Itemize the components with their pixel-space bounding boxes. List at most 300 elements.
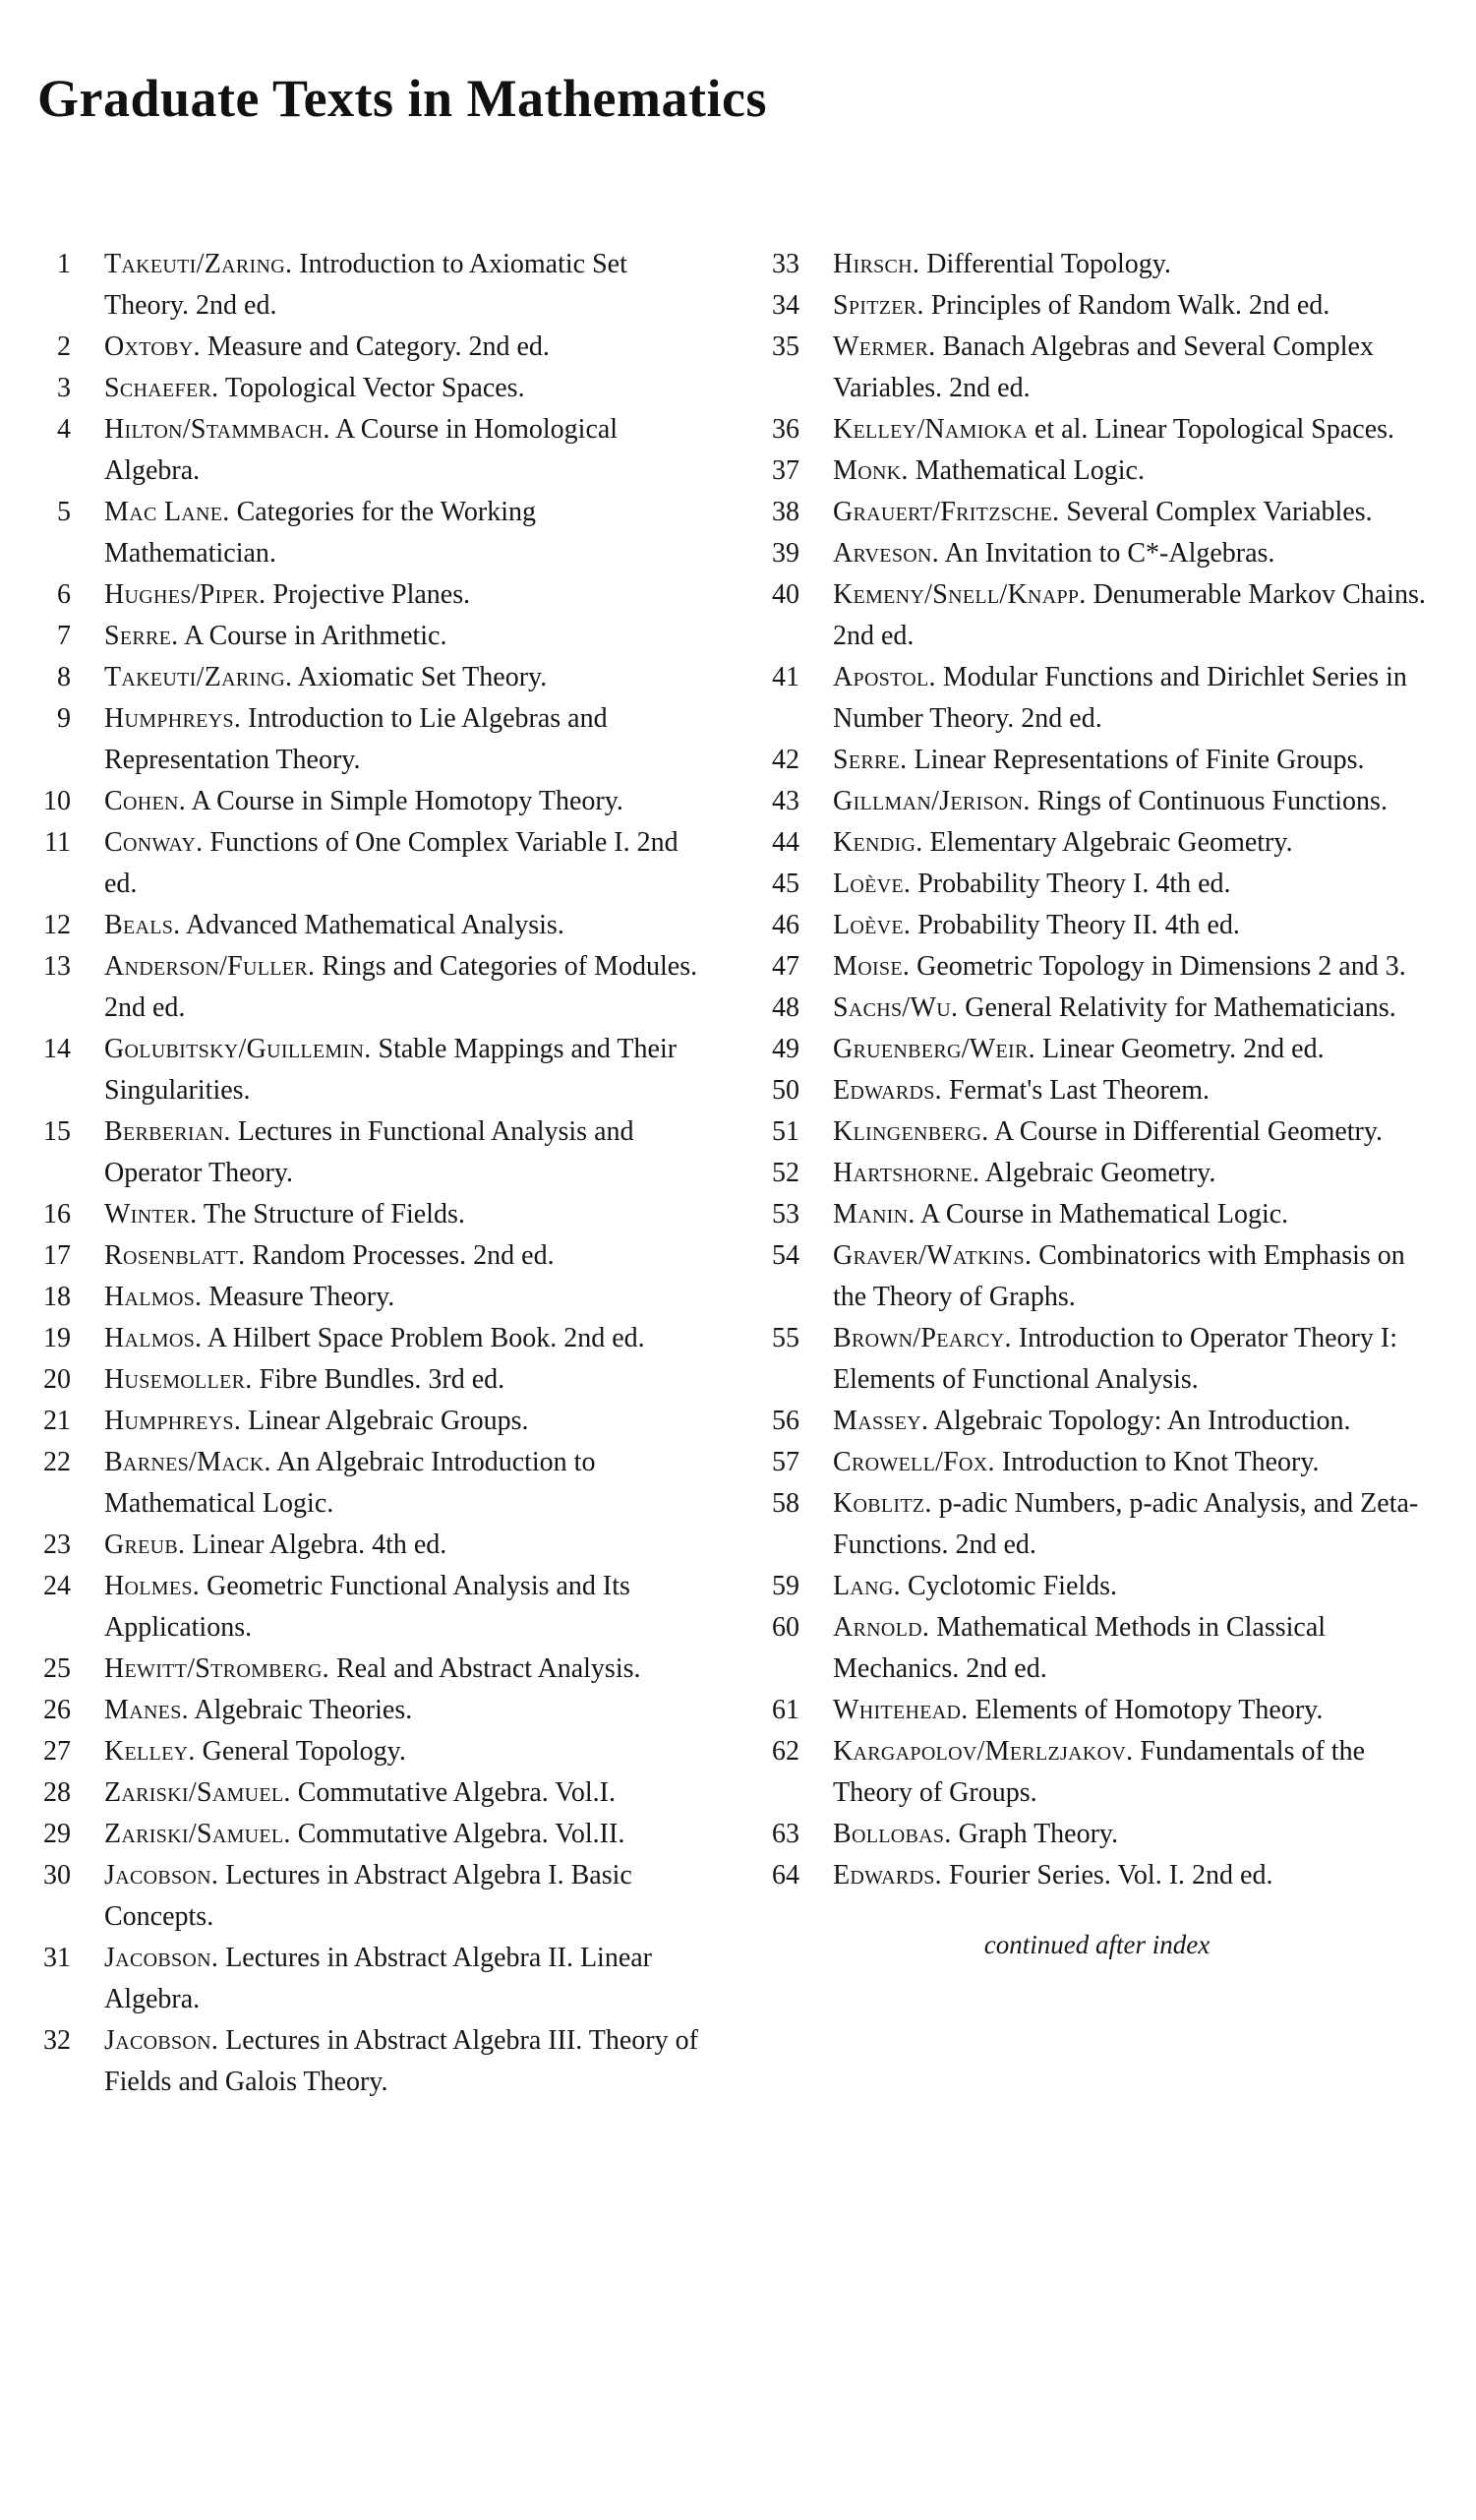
list-item [756,1483,1438,1566]
list-item [756,1442,1438,1483]
entry-text [104,409,709,492]
entry-author: Husemoller. [104,1364,253,1395]
entry-author: Rosenblatt. [104,1240,246,1271]
entry-number: 20 [43,1364,71,1395]
list-item [756,1566,1438,1607]
entry-title: Differential Topology. [919,249,1171,279]
entry-title: Axiomatic Set Theory. [292,662,548,692]
entry-text [833,1731,1438,1814]
list-item [28,1277,709,1318]
entry-text [104,822,709,905]
entry-title: Algebraic Theories. [188,1695,413,1725]
entry-list-left [28,244,709,2103]
list-item [756,1029,1438,1070]
entry-title: Fourier Series. Vol. I. 2nd ed. [941,1860,1273,1890]
list-item [756,285,1438,327]
entry-text [833,822,1438,864]
entry-text [104,1938,709,2020]
entry-text [104,1772,709,1814]
entry-text [104,1855,709,1938]
entry-text [833,1153,1438,1194]
entry-author: Jacobson. [104,1860,219,1890]
list-item [756,781,1438,822]
entry-title: Linear Algebraic Groups. [241,1406,529,1436]
entry-author: Arveson. [833,538,940,569]
entry-number: 30 [43,1860,71,1890]
entry-author: Takeuti/Zaring. [104,249,293,279]
entry-text [833,1070,1438,1111]
entry-title: Random Processes. 2nd ed. [245,1240,555,1271]
page-title: Graduate Texts in Mathematics [37,69,767,128]
entry-author: Mac Lane. [104,497,230,527]
entry-text [833,1111,1438,1153]
entry-text [833,1690,1438,1731]
list-item [756,1855,1438,1896]
entry-author: Hughes/Piper. [104,579,266,610]
entry-text [104,905,709,946]
entry-text [104,1814,709,1855]
entry-number: 60 [772,1612,799,1643]
entry-number: 23 [43,1530,71,1560]
entry-text [833,1483,1438,1566]
list-item [756,657,1438,740]
entry-number: 17 [43,1240,71,1271]
entry-text [104,1359,709,1401]
continued-note: continued after index [983,1930,1210,1959]
entry-number: 37 [772,455,799,486]
list-item [28,244,709,327]
entry-number: 57 [772,1447,799,1477]
entry-text [833,409,1438,450]
entry-title: General Relativity for Mathematicians. [958,992,1396,1023]
entry-text [833,1235,1438,1318]
list-item [28,1442,709,1525]
entry-author: Hilton/Stammbach. [104,414,330,445]
entry-number: 12 [43,910,71,940]
entry-title: Measure Theory. [202,1282,395,1312]
entry-title: Fermat's Last Theorem. [941,1075,1210,1106]
entry-title: A Hilbert Space Problem Book. 2nd ed. [202,1323,645,1353]
entry-author: Graver/Watkins. [833,1240,1033,1271]
entry-number: 6 [57,579,71,610]
entry-number: 11 [44,827,71,858]
entry-author: Moise. [833,951,911,982]
entry-title: Commutative Algebra. Vol.I. [290,1777,617,1808]
entry-author: Greub. [104,1530,186,1560]
entry-number: 16 [43,1199,71,1230]
entry-number: 33 [772,249,799,279]
entry-number: 1 [57,249,71,279]
entry-text [104,946,709,1029]
entry-title: A Course in Homological Algebra. [104,414,619,486]
entry-author: Koblitz. [833,1488,932,1519]
entry-author: Loève. [833,910,912,940]
list-item [28,657,709,698]
list-item [756,1194,1438,1235]
entry-text [833,781,1438,822]
entry-title: The Structure of Fields. [197,1199,465,1230]
entry-author: Serre. [833,745,908,775]
entry-number: 40 [772,579,799,610]
entry-text [104,244,709,327]
entry-number: 43 [772,786,799,816]
entry-title: Advanced Mathematical Analysis. [180,910,564,940]
entry-title: Lectures in Functional Analysis and Operator Theory. [104,1116,634,1188]
list-item [28,616,709,657]
list-item [28,574,709,616]
entry-author: Edwards. [833,1075,942,1106]
list-item [28,409,709,492]
entry-author: Klingenberg. [833,1116,989,1147]
list-item [28,1814,709,1855]
entry-text [104,657,709,698]
entry-author: Halmos. [104,1282,203,1312]
entry-author: Golubitsky/Guillemin. [104,1034,372,1064]
entry-number: 22 [43,1447,71,1477]
entry-number: 27 [43,1736,71,1767]
entry-author: Wermer. [833,331,936,362]
entry-number: 51 [772,1116,799,1147]
entry-title: Linear Algebra. 4th ed. [185,1530,447,1560]
list-item [756,1235,1438,1318]
entry-number: 62 [772,1736,799,1767]
entry-number: 21 [43,1406,71,1436]
list-item [756,1070,1438,1111]
entry-author: Oxtoby. [104,331,201,362]
entry-text [104,1690,709,1731]
list-item [28,1855,709,1938]
entry-author: Zariski/Samuel. [104,1777,291,1808]
entry-title: A Course in Differential Geometry. [988,1116,1384,1147]
entry-author: Grauert/Fritzsche. [833,497,1060,527]
entry-number: 13 [43,951,71,982]
entry-title: Projective Planes. [266,579,471,610]
list-item [756,1731,1438,1814]
entry-number: 52 [772,1158,799,1188]
list-item [756,1814,1438,1855]
list-item [756,905,1438,946]
entry-text [104,492,709,574]
entry-text [833,450,1438,492]
list-item [28,781,709,822]
list-item [756,450,1438,492]
entry-author: Beals. [104,910,181,940]
entry-text [104,1277,709,1318]
entry-number: 42 [772,745,799,775]
entry-author: Gillman/Jerison. [833,786,1031,816]
entry-number: 4 [57,414,71,445]
entry-title: Banach Algebras and Several Complex Variables. 2nd ed. [833,331,1374,403]
list-item [28,492,709,574]
entry-title: Graph Theory. [951,1819,1119,1849]
list-item [28,1194,709,1235]
entry-number: 50 [772,1075,799,1106]
list-item [756,1401,1438,1442]
entry-author: Humphreys. [104,703,242,734]
entry-number: 46 [772,910,799,940]
entry-number: 8 [57,662,71,692]
entry-number: 59 [772,1571,799,1601]
list-item [28,1525,709,1566]
entry-text [833,492,1438,533]
entry-text [833,1401,1438,1442]
entry-title: p-adic Numbers, p-adic Analysis, and Zeta-Functions. 2nd ed. [833,1488,1419,1560]
entry-number: 44 [772,827,799,858]
entry-author: Halmos. [104,1323,203,1353]
entry-title: Algebraic Geometry. [979,1158,1216,1188]
list-item [28,905,709,946]
entry-title: Fundamentals of the Theory of Groups. [833,1736,1366,1808]
entry-author: Manin. [833,1199,915,1230]
entry-title: Elements of Homotopy Theory. [968,1695,1324,1725]
list-item [756,1111,1438,1153]
entry-text [104,2020,709,2103]
entry-author: Kendig. [833,827,923,858]
entry-title: Introduction to Knot Theory. [994,1447,1320,1477]
entry-text [833,905,1438,946]
entry-text [833,1318,1438,1401]
entry-title: A Course in Mathematical Logic. [915,1199,1289,1230]
entry-number: 34 [772,290,799,321]
entry-title: General Topology. [195,1736,406,1767]
list-item [28,1690,709,1731]
list-item [28,822,709,905]
entry-author: Crowell/Fox. [833,1447,995,1477]
entry-author: Hartshorne. [833,1158,980,1188]
entry-number: 10 [43,786,71,816]
entry-number: 9 [57,703,71,734]
book-list [28,244,1446,2103]
entry-number: 56 [772,1406,799,1436]
entry-author: Loève. [833,869,912,899]
entry-text [104,616,709,657]
entry-author: Monk. [833,455,909,486]
entry-title: Geometric Functional Analysis and Its Applications. [104,1571,630,1643]
entry-title: Linear Geometry. 2nd ed. [1034,1034,1325,1064]
entry-author: Serre. [104,621,179,651]
entry-number: 47 [772,951,799,982]
entry-number: 18 [43,1282,71,1312]
entry-title: Linear Representations of Finite Groups. [907,745,1365,775]
entry-number: 61 [772,1695,799,1725]
entry-title: Algebraic Topology: An Introduction. [928,1406,1351,1436]
list-item [756,1318,1438,1401]
entry-text [833,1855,1438,1896]
entry-title: Probability Theory I. 4th ed. [911,869,1231,899]
entry-number: 54 [772,1240,799,1271]
entry-text [104,1649,709,1690]
entry-number: 24 [43,1571,71,1601]
entry-text [833,1029,1438,1070]
entry-number: 55 [772,1323,799,1353]
entry-number: 38 [772,497,799,527]
entry-text [104,1111,709,1194]
entry-title: Topological Vector Spaces. [218,373,525,403]
entry-text [833,533,1438,574]
entry-title: Combinatorics with Emphasis on the Theory of Graphs. [833,1240,1405,1312]
entry-title: Several Complex Variables. [1059,497,1373,527]
entry-text [104,1194,709,1235]
list-item [756,409,1438,450]
entry-number: 29 [43,1819,71,1849]
entry-author: Schaefer. [104,373,219,403]
entry-text [833,740,1438,781]
entry-text [833,244,1438,285]
entry-number: 15 [43,1116,71,1147]
list-item [756,327,1438,409]
entry-number: 36 [772,414,799,445]
entry-title: Lectures in Abstract Algebra III. Theory of Fields and Galois Theory. [104,2025,698,2097]
list-item [28,698,709,781]
entry-number: 28 [43,1777,71,1808]
entry-title: Rings of Continuous Functions. [1030,786,1387,816]
entry-number: 5 [57,497,71,527]
entry-list-right [756,244,1438,1896]
entry-author: Bollobas. [833,1819,952,1849]
list-item [28,368,709,409]
entry-number: 2 [57,331,71,362]
entry-number: 32 [43,2025,71,2056]
entry-text [833,988,1438,1029]
list-item [28,2020,709,2103]
list-item [756,492,1438,533]
list-item [28,1359,709,1401]
entry-text [104,1318,709,1359]
entry-text [104,1235,709,1277]
entry-text [104,781,709,822]
entry-author: Brown/Pearcy. [833,1323,1012,1353]
entry-text [833,1194,1438,1235]
entry-number: 7 [57,621,71,651]
entry-title: Mathematical Methods in Classical Mechanics. 2nd ed. [833,1612,1327,1684]
entry-author: Anderson/Fuller. [104,951,316,982]
entry-text [833,327,1438,409]
list-item [756,988,1438,1029]
list-item [28,1566,709,1649]
entry-author: Jacobson. [104,2025,219,2056]
entry-title: Elementary Algebraic Geometry. [922,827,1293,858]
entry-author: Holmes. [104,1571,201,1601]
entry-author: Winter. [104,1199,198,1230]
list-item [756,740,1438,781]
entry-title: Mathematical Logic. [908,455,1145,486]
entry-author: Whitehead. [833,1695,969,1725]
entry-text [833,1566,1438,1607]
entry-text [104,1442,709,1525]
entry-title: Real and Abstract Analysis. [328,1653,641,1684]
list-item [756,946,1438,988]
entry-text [833,657,1438,740]
list-item [756,864,1438,905]
entry-number: 63 [772,1819,799,1849]
entry-number: 64 [772,1860,799,1890]
entry-author: Kemeny/Snell/Knapp. [833,579,1087,610]
entry-author: Apostol. [833,662,936,692]
entry-author: Zariski/Samuel. [104,1819,291,1849]
list-item [28,1649,709,1690]
entry-title: Lectures in Abstract Algebra II. Linear Algebra. [104,1943,653,2014]
entry-title: A Course in Arithmetic. [178,621,447,651]
entry-text [833,864,1438,905]
list-item [756,1607,1438,1690]
entry-author: Kelley/Namioka [833,414,1028,445]
entry-number: 49 [772,1034,799,1064]
entry-title: Introduction to Operator Theory I: Elements of Functional Analysis. [833,1323,1397,1395]
list-item [756,244,1438,285]
entry-number: 45 [772,869,799,899]
entry-number: 41 [772,662,799,692]
list-item [28,1111,709,1194]
entry-author: Massey. [833,1406,929,1436]
list-item [28,1401,709,1442]
entry-title: Lectures in Abstract Algebra I. Basic Concepts. [104,1860,632,1932]
entry-author: Gruenberg/Weir. [833,1034,1035,1064]
list-item [756,1690,1438,1731]
entry-number: 14 [43,1034,71,1064]
entry-author: Humphreys. [104,1406,242,1436]
list-item [28,1731,709,1772]
entry-author: Jacobson. [104,1943,219,1973]
entry-title: Commutative Algebra. Vol.II. [290,1819,625,1849]
entry-author: Sachs/Wu. [833,992,959,1023]
entry-author: Manes. [104,1695,189,1725]
entry-text [104,327,709,368]
list-item [756,822,1438,864]
entry-number: 48 [772,992,799,1023]
list-item [28,1772,709,1814]
column-right [756,244,1438,2103]
entry-text [833,1607,1438,1690]
entry-author: Barnes/Mack. [104,1447,271,1477]
entry-author: Conway. [104,827,204,858]
entry-title: Stable Mappings and Their Singularities. [104,1034,678,1106]
entry-title: A Course in Simple Homotopy Theory. [186,786,623,816]
entry-text [104,1731,709,1772]
entry-author: Edwards. [833,1860,942,1890]
entry-title: Modular Functions and Dirichlet Series in Number Theory. 2nd ed. [833,662,1407,734]
entry-text [833,1814,1438,1855]
entry-title: Measure and Category. 2nd ed. [200,331,550,362]
entry-title: An Invitation to C*-Algebras. [939,538,1275,569]
entry-text [833,946,1438,988]
entry-text [104,1029,709,1111]
entry-text [104,1566,709,1649]
entry-title: An Algebraic Introduction to Mathematical Logic. [104,1447,596,1519]
entry-author: Berberian. [104,1116,231,1147]
entry-number: 53 [772,1199,799,1230]
entry-number: 39 [772,538,799,569]
entry-title: Geometric Topology in Dimensions 2 and 3. [910,951,1406,982]
list-item [28,946,709,1029]
entry-title: Principles of Random Walk. 2nd ed. [923,290,1330,321]
column-left [28,244,709,2103]
list-item [756,574,1438,657]
list-item [28,1029,709,1111]
list-item [28,1318,709,1359]
entry-author: Hewitt/Stromberg. [104,1653,329,1684]
entry-text [104,1401,709,1442]
entry-author: Spitzer. [833,290,924,321]
entry-author: Hirsch. [833,249,920,279]
entry-text [104,574,709,616]
entry-title: Probability Theory II. 4th ed. [911,910,1240,940]
entry-title: Rings and Categories of Modules. 2nd ed. [104,951,698,1023]
entry-author: Lang. [833,1571,901,1601]
entry-number: 58 [772,1488,799,1519]
list-item [28,1235,709,1277]
entry-text [833,574,1438,657]
entry-text [104,368,709,409]
